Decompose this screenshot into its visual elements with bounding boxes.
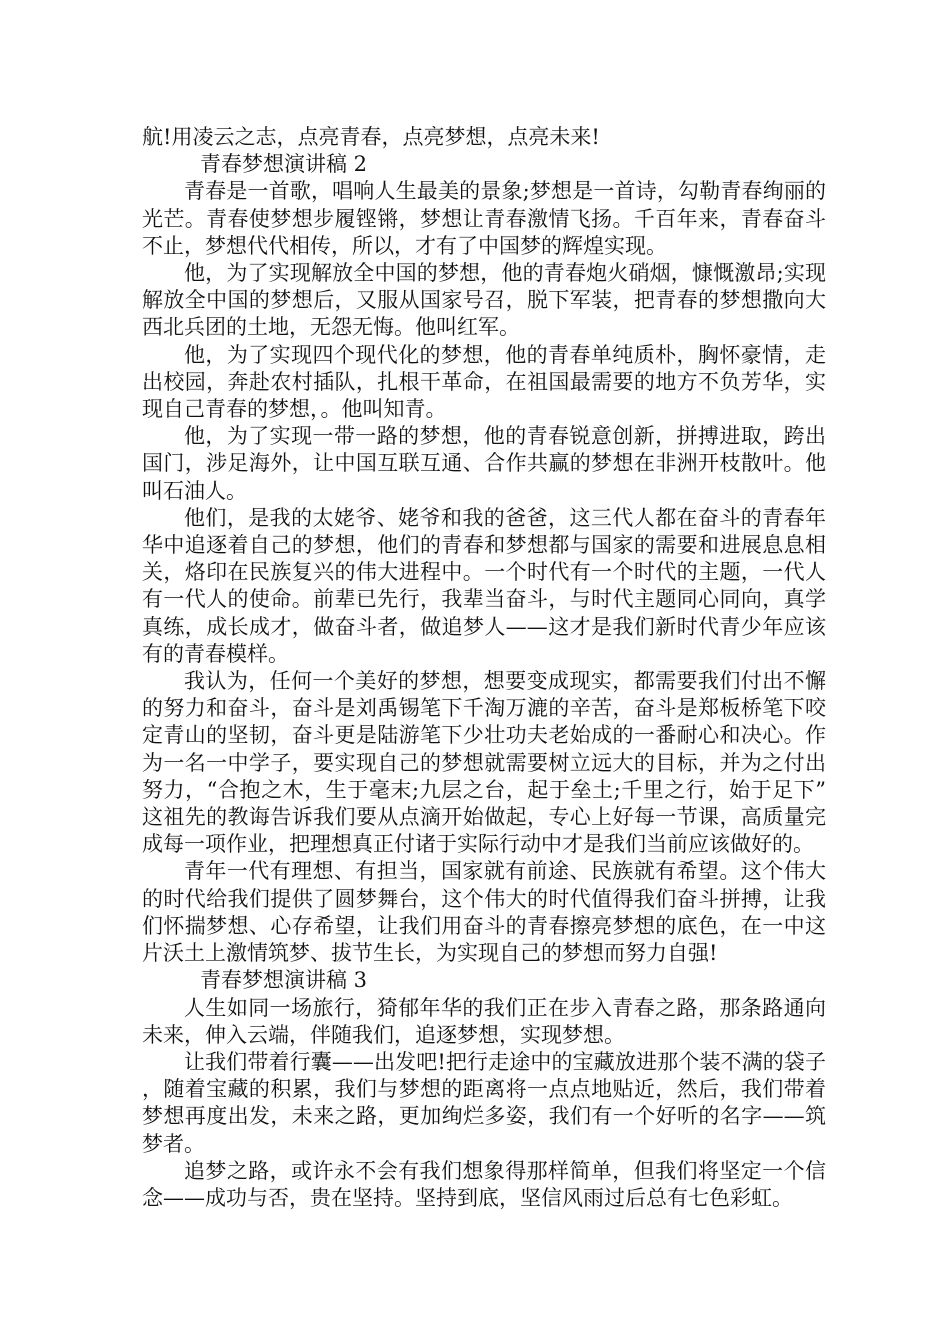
paragraph: 青春是一首歌，唱响人生最美的景象;梦想是一首诗，勾勒青春绚丽的光芒。青春使梦想步履铿锵，梦想让青春激情飞扬。千百年来，青春奋斗不止，梦想代代相传，所以，才有了中国梦的辉煌实现。 (142, 179, 826, 258)
paragraph: 人生如同一场旅行，猗郁年华的我们正在步入青春之路，那条路通向未来，伸入云端，伴随我们，追逐梦想，实现梦想。 (142, 995, 826, 1047)
paragraph: 他，为了实现解放全中国的梦想，他的青春炮火硝烟，慷慨激昂;实现解放全中国的梦想后，又服从国家号召，脱下军装，把青春的梦想撒向大西北兵团的土地，无怨无悔。他叫红军。 (142, 261, 826, 340)
paragraph: 追梦之路，或许永不会有我们想象得那样简单，但我们将坚定一个信念——成功与否，贵在坚持。坚持到底，坚信风雨过后总有七色彩虹。 (142, 1158, 826, 1210)
section-heading-3: 青春梦想演讲稿 3 (200, 968, 368, 993)
paragraph: 他们，是我的太姥爷、姥爷和我的爸爸，这三代人都在奋斗的青春年华中追逐着自己的梦想，他们的青春和梦想都与国家的需要和进展息息相关，烙印在民族复兴的伟大进程中。一个时代有一个时代的主题，一代人有一代人的使命。前辈已先行，我辈当奋斗，与时代主题同心同向，真学真练，成长成才，做奋斗者，做追梦人——这才是我们新时代青少年应该有的青春模样。 (142, 505, 826, 666)
paragraph: 他，为了实现四个现代化的梦想，他的青春单纯质朴，胸怀豪情，走出校园，奔赴农村插队，扎根干革命，在祖国最需要的地方不负芳华，实现自己青春的梦想，。他叫知青。 (142, 342, 826, 422)
paragraph: 他，为了实现一带一路的梦想，他的青春锐意创新，拼搏进取，跨出国门，涉足海外，让中国互联互通、合作共赢的梦想在非洲开枝散叶。他叫石油人。 (142, 424, 826, 503)
paragraph: 让我们带着行囊——出发吧!把行走途中的宝藏放进那个装不满的袋子，随着宝藏的积累，我们与梦想的距离将一点点地贴近，然后，我们带着梦想再度出发，未来之路，更加绚烂多姿，我们有一个好听的名字——筑梦者。 (142, 1049, 826, 1156)
section-heading-2: 青春梦想演讲稿 2 (200, 152, 368, 177)
document-body (142, 124, 826, 1212)
paragraph: 青年一代有理想、有担当，国家就有前途、民族就有希望。这个伟大的时代给我们提供了圆梦舞台，这个伟大的时代值得我们奋斗拼搏，让我们怀揣梦想、心存希望，让我们用奋斗的青春擦亮梦想的底色，在一中这片沃土上激情筑梦、拔节生长，为实现自己的梦想而努力自强! (142, 859, 826, 966)
paragraph: 我认为，任何一个美好的梦想，想要变成现实，都需要我们付出不懈的努力和奋斗，奋斗是刘禹锡笔下千淘万漉的辛苦，奋斗是郑板桥笔下咬定青山的坚韧，奋斗更是陆游笔下少壮功夫老始成的一番耐心和决心。作为一名一中学子，要实现自己的梦想就需要树立远大的目标，并为之付出努力，“合抱之木，生于毫末;九层之台，起于垒土;千里之行，始于足下”这祖先的教诲告诉我们要从点滴开始做起，专心上好每一节课，高质量完成每一项作业，把理想真正付诸于实际行动中才是我们当前应该做好的。 (142, 669, 826, 857)
paragraph-closing-line: 航!用凌云之志，点亮青春，点亮梦想，点亮未来! (142, 125, 600, 149)
